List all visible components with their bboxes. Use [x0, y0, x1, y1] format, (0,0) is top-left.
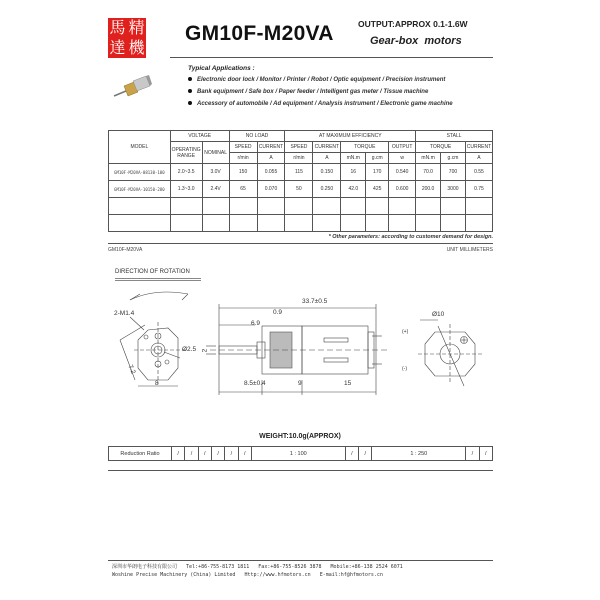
cell: 3000: [441, 181, 466, 198]
application-text: Electronic door lock / Monitor / Printer / Robot / Optic equipment / Precision instrument: [197, 77, 446, 83]
logo-char: 達: [109, 38, 126, 57]
reduction-ratio-table: [108, 446, 493, 461]
header-output: OUTPUT: [389, 142, 416, 153]
unit-cell: A: [465, 153, 492, 164]
drawing-model-label: GM10F-M20VA: [108, 247, 143, 253]
footer-divider: [108, 560, 493, 561]
dim-motor: 15: [344, 380, 352, 387]
cell: 0.540: [389, 164, 416, 181]
unit-cell: g.cm: [441, 153, 466, 164]
header-divider: [170, 57, 493, 58]
cell: [202, 198, 229, 215]
cell: 0.75: [465, 181, 492, 198]
dim-shaft-dia: Ø2.5: [182, 346, 197, 353]
cell: 700: [441, 164, 466, 181]
dim-line: [120, 340, 135, 380]
table-row: [109, 164, 493, 181]
cell: 425: [366, 181, 389, 198]
direction-title: DIRECTION OF ROTATION: [115, 269, 190, 275]
cell: 2.4V: [202, 181, 229, 198]
motor-product-image: [112, 72, 152, 102]
cell: [170, 198, 202, 215]
footer-web-line: [112, 572, 383, 578]
ratio-label: Reduction Ratio: [109, 447, 172, 461]
cell-model: GM10F-M20VA-10150-280: [109, 181, 171, 198]
bullet-icon: [188, 89, 192, 93]
ratio-cell: /: [466, 447, 479, 461]
header-no-load: NO LOAD: [229, 131, 285, 142]
ratio-cell: 1 : 100: [251, 447, 345, 461]
dim-leader: [164, 352, 180, 358]
logo-char: 精: [128, 18, 145, 37]
cell: [341, 215, 366, 232]
ratio-cell: /: [185, 447, 198, 461]
cell: 0.150: [313, 164, 341, 181]
header-operating-range: OPERATING RANGE: [170, 142, 202, 164]
applications-title: Typical Applications :: [188, 65, 255, 72]
header-voltage: VOLTAGE: [170, 131, 229, 142]
cell: [109, 215, 171, 232]
cell: 42.0: [341, 181, 366, 198]
cell: [109, 198, 171, 215]
cell: [202, 215, 229, 232]
ratio-cell: /: [238, 447, 251, 461]
spec-table: [108, 130, 493, 232]
cell: [416, 198, 441, 215]
dim-gap: 0.9: [273, 309, 283, 316]
output-spec: OUTPUT:APPROX 0.1-1.6W: [358, 19, 468, 29]
unit-cell: w: [389, 153, 416, 164]
cell: 2.0~3.5: [170, 164, 202, 181]
motor-slot: [324, 358, 348, 362]
cell: [229, 215, 257, 232]
header-speed: SPEED: [285, 142, 313, 153]
design-note: * Other parameters: according to customer demand for design.: [328, 234, 493, 240]
cell: 115: [285, 164, 313, 181]
cell-model: GM10F-M20VA-08130-100: [109, 164, 171, 181]
dim-thread: 2-M1.4: [114, 310, 135, 317]
ratio-cell: /: [345, 447, 358, 461]
unit-cell: A: [313, 153, 341, 164]
company-logo: [108, 18, 146, 58]
mount-hole: [144, 335, 148, 339]
cell: 0.070: [257, 181, 285, 198]
cell: [285, 198, 313, 215]
unit-cell: mN.m: [416, 153, 441, 164]
page-title: GM10F-M20VA: [185, 22, 334, 45]
bullet-icon: [188, 101, 192, 105]
table-row: [109, 447, 493, 461]
unit-cell: r/min: [285, 153, 313, 164]
mount-hole: [165, 360, 169, 364]
cell: 3.0V: [202, 164, 229, 181]
cell: [313, 215, 341, 232]
rotation-arrowheads: [130, 294, 188, 300]
cell: [465, 215, 492, 232]
cell: 0.055: [257, 164, 285, 181]
logo-char: 馬: [109, 18, 126, 37]
cell: [229, 198, 257, 215]
ratio-cell: /: [359, 447, 372, 461]
cell: [366, 198, 389, 215]
header-torque: TORQUE: [341, 142, 389, 153]
dim-shaft-len: 6.9: [251, 320, 261, 327]
dim-shaft-ext: 8.5±0.4: [244, 380, 266, 387]
header-model: MODEL: [109, 131, 171, 164]
application-text: Accessory of automobile / Ad equipment / Analysis instrument / Electronic game machine: [197, 101, 453, 107]
cell: 0.55: [465, 164, 492, 181]
table-header-row: [109, 131, 493, 142]
unit-cell: mN.m: [341, 153, 366, 164]
section-divider: [108, 470, 493, 471]
section-divider: [108, 243, 493, 244]
cell: 150: [229, 164, 257, 181]
rotation-arrow-icon: [130, 292, 188, 300]
cell: [170, 215, 202, 232]
ratio-cell: /: [172, 447, 185, 461]
ratio-cell: /: [211, 447, 224, 461]
table-row-empty: [109, 198, 493, 215]
cell: 70.0: [416, 164, 441, 181]
fax: Fax:+86-755-8526 3878: [258, 564, 322, 570]
cell: [389, 215, 416, 232]
ratio-cell: /: [479, 447, 492, 461]
cell: 0.250: [313, 181, 341, 198]
terminal-plus-label: (+): [402, 329, 409, 335]
dim-shaft-h: 2: [201, 348, 209, 353]
unit-cell: r/min: [229, 153, 257, 164]
ratio-cell: /: [198, 447, 211, 461]
cell: [285, 215, 313, 232]
dim-body-dia: Ø10: [432, 311, 445, 318]
bullet-icon: [188, 77, 192, 81]
cell: [441, 215, 466, 232]
ratio-cell: 1 : 250: [372, 447, 466, 461]
ratio-cell: /: [225, 447, 238, 461]
header-stall: STALL: [416, 131, 493, 142]
application-item: [188, 101, 453, 107]
motor-slot: [324, 338, 348, 342]
website-link[interactable]: Http://www.hfmotors.cn: [244, 572, 311, 578]
header-max-efficiency: AT MAXIMUM EFFICIENCY: [285, 131, 416, 142]
email-link[interactable]: E-mail:hf@hfmotors.cn: [319, 572, 383, 578]
table-row: [109, 181, 493, 198]
footer-contact-line: [112, 563, 403, 570]
cell: [366, 215, 389, 232]
cell: [257, 215, 285, 232]
cell: 200.0: [416, 181, 441, 198]
cell: 16: [341, 164, 366, 181]
unit-label: UNIT MILLIMETERS: [446, 247, 493, 253]
dim-width: 8: [155, 380, 159, 387]
application-item: [188, 77, 445, 83]
terminal-minus-label: (-): [402, 366, 407, 372]
cell: 1.3~3.0: [170, 181, 202, 198]
dim-overall: 33.7±0.5: [302, 298, 328, 305]
unit-cell: A: [257, 153, 285, 164]
cell: [389, 198, 416, 215]
header-current: CURRENT: [313, 142, 341, 153]
company-cn: 深圳市华朗电子科技有限公司: [112, 564, 178, 570]
cell: 170: [366, 164, 389, 181]
direction-underline: [115, 278, 201, 279]
cell: [257, 198, 285, 215]
header-torque: TORQUE: [416, 142, 466, 153]
company-en: Woshine Precise Machinery (China) Limited: [112, 572, 236, 578]
cell: 0.600: [389, 181, 416, 198]
cell: 50: [285, 181, 313, 198]
header-speed: SPEED: [229, 142, 257, 153]
subtitle: Gear-box motors: [370, 35, 462, 47]
dim-gearbox: 9: [298, 380, 302, 387]
logo-char: 機: [128, 38, 145, 57]
unit-cell: g.cm: [366, 153, 389, 164]
cell: 65: [229, 181, 257, 198]
table-row-empty: [109, 215, 493, 232]
application-text: Bank equipment / Safe box / Paper feeder / Intelligent gas meter / Tissue machine: [197, 89, 429, 95]
dim-leader: [130, 317, 144, 330]
cell: [441, 198, 466, 215]
header-current: CURRENT: [257, 142, 285, 153]
weight-title: WEIGHT:10.0g(APPROX): [259, 433, 341, 440]
cell: [416, 215, 441, 232]
cell: [313, 198, 341, 215]
dim-diag: 7.2: [126, 363, 137, 376]
technical-drawing: [100, 280, 500, 420]
header-nominal: NOMINAL: [202, 142, 229, 164]
motor-shaft: [114, 91, 126, 96]
header-current: CURRENT: [465, 142, 492, 153]
cell: [341, 198, 366, 215]
application-item: [188, 89, 428, 95]
tel: Tel:+86-755-8173 1811: [186, 564, 250, 570]
cell: [465, 198, 492, 215]
mobile: Mobile:+86-138 2524 6071: [330, 564, 403, 570]
